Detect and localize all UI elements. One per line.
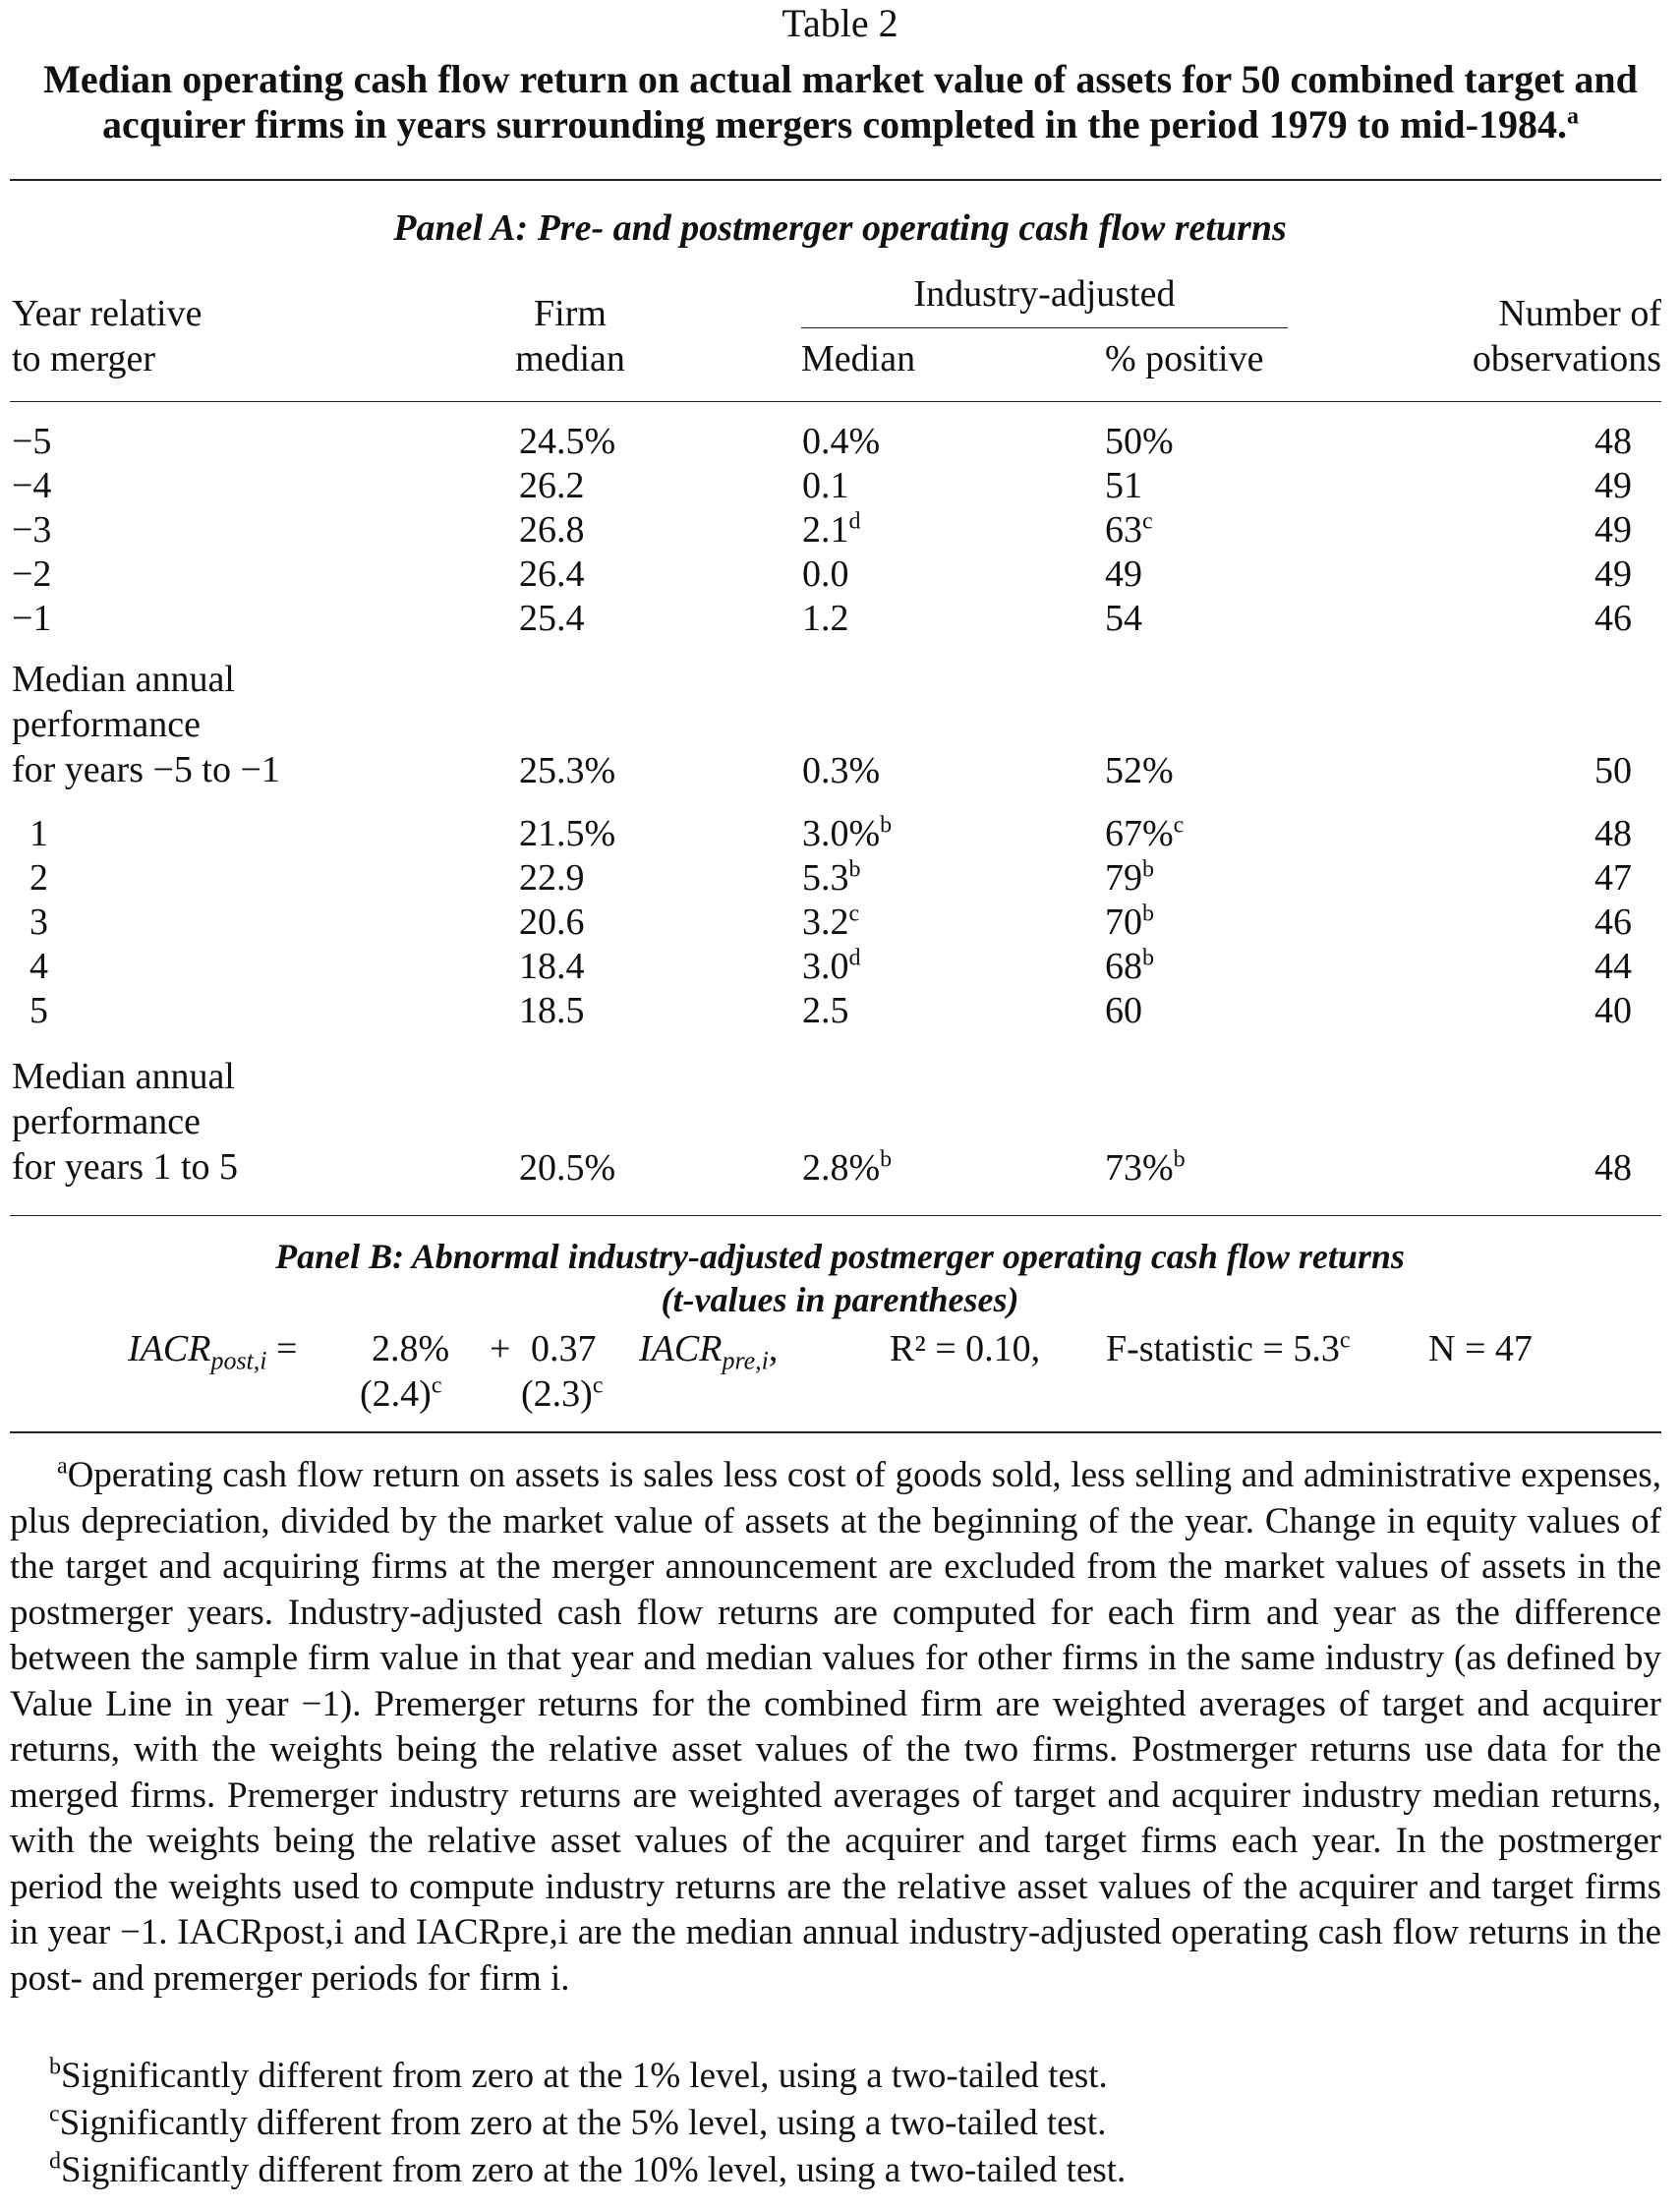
- sample-size: N = 47: [1428, 1328, 1533, 1369]
- cell-observations: 47: [1594, 857, 1632, 899]
- cell-firm-median: 18.5: [519, 990, 585, 1031]
- header-n-2: observations: [1472, 338, 1661, 379]
- cell-percent-positive: 54: [1105, 598, 1142, 639]
- pre-summary-row: [0, 749, 1680, 792]
- regression-equation: $IACR_{post,i}$ =: [128, 1328, 298, 1375]
- cell-industry-median: 2.1$^d$: [802, 508, 861, 551]
- cell-year: −5: [12, 421, 52, 462]
- cell-firm-median: 24.5%: [519, 421, 616, 462]
- cell-industry-median: 3.0%$^b$: [802, 812, 893, 854]
- cell-percent-positive: 60: [1105, 990, 1142, 1031]
- cell-percent-positive: 49: [1105, 553, 1142, 595]
- header-firm-2: median: [515, 338, 625, 379]
- cell-observations: 48: [1594, 1147, 1632, 1189]
- cell-industry-median: 0.4%: [802, 421, 881, 462]
- cell-percent-positive: 51: [1105, 465, 1142, 506]
- cell-year: 2: [29, 857, 48, 899]
- pre-summary-label: Median annual performance for years −5 to −1: [12, 659, 280, 790]
- cell-industry-median: 3.2$^c$: [802, 901, 860, 943]
- footnote-c: $^c$Significantly different from zero at the 5% level, using a two-tailed test.: [49, 2101, 1107, 2143]
- cell-industry-median: 2.5: [802, 990, 849, 1031]
- header-firm-1: Firm: [534, 293, 607, 334]
- table-row: [0, 945, 1680, 988]
- table-row: [0, 901, 1680, 944]
- cell-firm-median: 20.6: [519, 901, 585, 943]
- cell-observations: 46: [1594, 598, 1632, 639]
- table-label: Table 2: [782, 1, 898, 45]
- bottom-rule: [10, 1431, 1661, 1433]
- cell-percent-positive: 79$^b$: [1105, 856, 1154, 899]
- intercept-value: 2.8%: [372, 1328, 450, 1369]
- cell-percent-positive: 67%$^c$: [1105, 812, 1185, 854]
- cell-observations: 46: [1594, 901, 1632, 943]
- header-year-1: Year relative: [12, 293, 203, 334]
- table-row: [0, 812, 1680, 855]
- cell-industry-median: 2.8%$^b$: [802, 1146, 893, 1189]
- cell-year: 1: [29, 813, 48, 854]
- header-positive: % positive: [1105, 338, 1264, 379]
- cell-observations: 49: [1594, 465, 1632, 506]
- panel-a-title: Panel A: Pre- and postmerger operating cash flow returns: [393, 207, 1287, 249]
- cell-industry-median: 5.3$^b$: [802, 856, 861, 899]
- cell-firm-median: 18.4: [519, 946, 585, 987]
- cell-industry-median: 0.1: [802, 465, 849, 506]
- t-value-slope: $(2.3)^c$: [521, 1372, 604, 1415]
- cell-year: −1: [12, 598, 52, 639]
- panel-b-title: Panel B: Abnormal industry-adjusted postmerger operating cash flow returns (t-values in parentheses): [275, 1237, 1405, 1319]
- footnote-b: $^b$Significantly different from zero at the 1% level, using a two-tailed test.: [49, 2054, 1108, 2096]
- t-value-intercept: $(2.4)^c$: [360, 1372, 442, 1415]
- table-row: [0, 464, 1680, 507]
- cell-observations: 48: [1594, 421, 1632, 462]
- regressor: $IACR_{pre,i}$,: [639, 1328, 779, 1375]
- header-n-1: Number of: [1498, 293, 1661, 334]
- table-caption: [10, 57, 1671, 147]
- r-squared: R² = 0.10,: [890, 1328, 1041, 1369]
- cell-year: 3: [29, 901, 48, 943]
- cell-observations: 48: [1594, 813, 1632, 854]
- slope-value: 0.37: [531, 1328, 597, 1369]
- table-row: [0, 420, 1680, 463]
- cell-firm-median: 26.8: [519, 509, 585, 551]
- post-summary-label: Median annual performance for years 1 to 5: [12, 1056, 239, 1188]
- cell-year: −4: [12, 465, 52, 506]
- table-row: [0, 856, 1680, 900]
- cell-firm-median: 22.9: [519, 857, 585, 899]
- cell-year: 5: [29, 990, 48, 1031]
- post-summary-row: [0, 1146, 1680, 1190]
- cell-firm-median: 26.2: [519, 465, 585, 506]
- cell-observations: 44: [1594, 946, 1632, 987]
- table-row: [0, 989, 1680, 1032]
- industry-span-rule: [801, 327, 1288, 328]
- cell-industry-median: 0.3%: [802, 750, 881, 791]
- cell-percent-positive: 63$^c$: [1105, 508, 1153, 551]
- cell-firm-median: 26.4: [519, 553, 585, 595]
- cell-percent-positive: 52%: [1105, 750, 1174, 791]
- cell-firm-median: 21.5%: [519, 813, 616, 854]
- cell-percent-positive: 68$^b$: [1105, 945, 1154, 987]
- cell-percent-positive: 50%: [1105, 421, 1174, 462]
- cell-percent-positive: 73%$^b$: [1105, 1146, 1186, 1189]
- cell-firm-median: 25.4: [519, 598, 585, 639]
- caption-note: a: [1566, 103, 1579, 130]
- cell-firm-median: 25.3%: [519, 750, 616, 791]
- cell-year: −3: [12, 509, 52, 551]
- caption-text: Median operating cash flow return on actual market value of assets for 50 combined target and acquirer firms in years surrounding mergers completed in the period 1979 to mid-1984.: [43, 57, 1638, 146]
- cell-industry-median: 0.0: [802, 553, 849, 595]
- header-year-2: to merger: [12, 338, 155, 379]
- footnote-a: $^a$Operating cash flow return on assets is sales less cost of goods sold, less selling and administrative expenses, plus depreciation, divided by the market value of assets at the beginning of the year. Change in equity values of the target and acquiring firms at the merger announcement are excluded from the market values of assets in the postmerger years. Industry-adjusted cash flow returns are computed for each firm and year as the difference between the sample firm value in that year and median values for other firms in the same industry (as defined by Value Line in year −1). Premerger returns for the combined firm are weighted averages of target and acquirer returns, with the weights being the relative asset values of the two firms. Postmerger returns use data for the merged firms. Premerger industry returns are weighted averages of target and acquirer industry median returns, with the weights being the relative asset values of the acquirer and target firms each year. In the postmerger period the weights used to compute industry returns are the relative asset values of the acquirer and target firms in year −1. IACRpost,i and IACRpre,i are the median annual industry-adjusted operating cash flow returns in the post- and premerger periods for firm i.: [10, 1453, 1661, 1999]
- header-median: Median: [801, 338, 916, 379]
- f-statistic: F-statistic = 5.3$^c$: [1106, 1327, 1351, 1369]
- header-rule: [10, 401, 1661, 402]
- cell-observations: 40: [1594, 990, 1632, 1031]
- table-row: [0, 508, 1680, 552]
- cell-observations: 50: [1594, 750, 1632, 791]
- cell-industry-median: 3.0$^d$: [802, 945, 861, 987]
- cell-firm-median: 20.5%: [519, 1147, 616, 1189]
- cell-percent-positive: 70$^b$: [1105, 901, 1154, 943]
- cell-observations: 49: [1594, 509, 1632, 551]
- table-row: [0, 552, 1680, 596]
- table-row: [0, 597, 1680, 640]
- header-industry-adjusted: Industry-adjusted: [913, 273, 1176, 315]
- footnote-d: $^d$Significantly different from zero at the 10% level, using a two-tailed test.: [49, 2148, 1127, 2190]
- cell-year: −2: [12, 553, 52, 595]
- top-rule: [10, 179, 1661, 181]
- cell-year: 4: [29, 946, 48, 987]
- panel-divider-rule: [10, 1215, 1661, 1216]
- plus-sign: +: [490, 1328, 511, 1369]
- cell-industry-median: 1.2: [802, 598, 849, 639]
- cell-observations: 49: [1594, 553, 1632, 595]
